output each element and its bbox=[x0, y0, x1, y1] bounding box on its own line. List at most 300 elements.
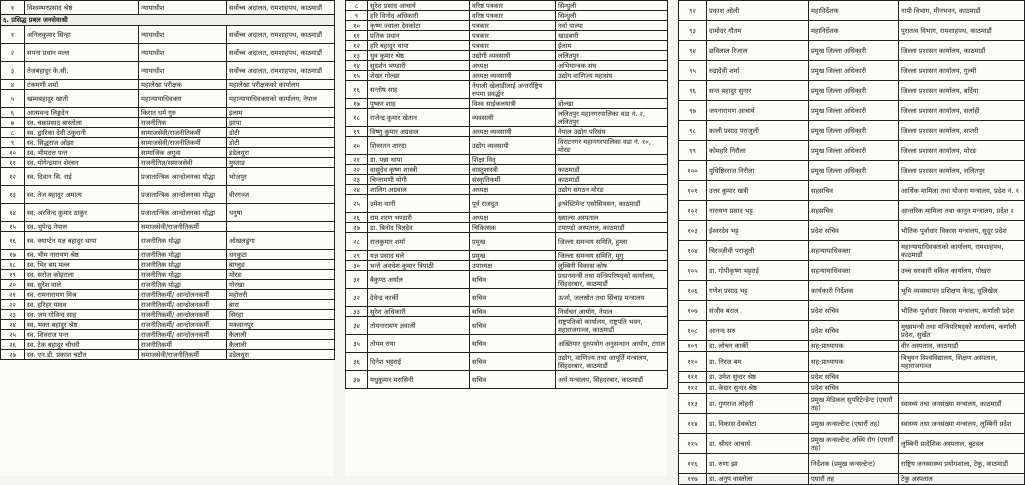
person-post: उद्योग व्यवसायी bbox=[470, 137, 556, 155]
person-address: उच्च सरकारी वकिल कार्यालय, पोखरा bbox=[899, 261, 1025, 281]
person-post: महानिर्देशक bbox=[809, 1, 899, 21]
person-post: सहसचिव bbox=[809, 201, 899, 221]
person-name: यज्ञ प्रसाद घले bbox=[368, 251, 470, 261]
person-name: डा. लोचन कार्की bbox=[707, 341, 809, 352]
serial-number: १५ bbox=[1, 222, 25, 232]
list-column-1 bbox=[0, 0, 334, 476]
person-address: महान्यायाधिवक्ताको कार्यालय, नेपाल bbox=[227, 90, 335, 108]
person-address: सर्वोच्च अदालत, रामशाहपथ, काठमाडौं bbox=[227, 44, 335, 62]
serial-number: १८ bbox=[346, 109, 368, 127]
person-name: उमेश थानी bbox=[368, 195, 470, 213]
person-address: महोत्तरी bbox=[227, 290, 335, 300]
person-name: वासुदेव कृष्ण शास्त्री bbox=[368, 165, 470, 175]
person-address: ललितपुर महानगरपालिका वडा नं. २, ललितपुर bbox=[556, 109, 668, 127]
person-post: नेपाली खेलाडीलाई अन्तर्राष्ट्रिय रुपमा प्रवर्द्धन bbox=[470, 81, 556, 99]
serial-number: ५ bbox=[1, 90, 25, 108]
person-name: स्व. रामनारायण मिश्र bbox=[25, 290, 139, 300]
table-row bbox=[346, 261, 668, 271]
serial-number: ११० bbox=[679, 352, 707, 372]
table-row bbox=[679, 81, 1025, 101]
person-address: इलाम bbox=[227, 108, 335, 118]
person-post: सह-प्राध्यापक bbox=[809, 341, 899, 352]
table-row bbox=[346, 251, 668, 261]
person-address: जिल्ला प्रशासन कार्यालय, मोरङ bbox=[899, 141, 1025, 161]
person-address: धनकुटा bbox=[227, 250, 335, 260]
person-name: डा. बिनोद त्रिज्ञदेव bbox=[368, 223, 470, 233]
person-address: कैलाली bbox=[227, 340, 335, 350]
person-address: राष्ट्रिय जनस्वास्थ्य प्रयोगशाला, टेकु, काठमाडौं bbox=[899, 454, 1025, 474]
serial-number: २६ bbox=[1, 340, 25, 350]
serial-number: २८ bbox=[346, 233, 368, 251]
person-address bbox=[227, 222, 335, 232]
person-address: टेकु अस्पताल bbox=[899, 474, 1025, 485]
serial-number: १३ bbox=[1, 186, 25, 204]
person-address: नापी विभाग, मीनभवन, काठमाडौं bbox=[899, 1, 1025, 21]
person-address: नर्वा पाल्पा bbox=[556, 21, 668, 31]
serial-number: ७ bbox=[1, 118, 25, 128]
table-row bbox=[1, 320, 335, 330]
serial-number: १६ bbox=[346, 81, 368, 99]
person-post: प्रदेश सचिव bbox=[809, 301, 899, 321]
person-post: वरिष्ठ पत्रकार bbox=[470, 11, 556, 21]
serial-number: ९८ bbox=[679, 121, 707, 141]
person-name: छविलाल रिजाल bbox=[707, 41, 809, 61]
person-post: प्रजातान्त्रिक आन्दोलनका योद्धा bbox=[139, 168, 227, 186]
person-address: महान्यायाधिवक्ताको कार्यालय, रामशाहपथ, काठमाडौं bbox=[899, 241, 1025, 261]
table-row bbox=[346, 81, 668, 99]
person-name: स्व. चक्रप्रसाद बास्तोला bbox=[25, 118, 139, 128]
person-name: शिवरतन शारदा bbox=[368, 137, 470, 155]
person-name: उत्तर कुमार खत्री bbox=[707, 181, 809, 201]
honorees-table-2 bbox=[345, 0, 668, 389]
person-post: समाजसेवी/राजनीतिकर्मी bbox=[139, 222, 227, 232]
table-row bbox=[679, 301, 1025, 321]
serial-number: ११३ bbox=[679, 394, 707, 414]
serial-number: १६ bbox=[1, 232, 25, 250]
person-address bbox=[556, 155, 668, 165]
table-row bbox=[679, 181, 1025, 201]
serial-number: ९६ bbox=[679, 81, 707, 101]
table-row bbox=[1, 44, 335, 62]
person-post: कार्यकारी निर्देशक bbox=[809, 281, 899, 301]
person-name: दिनेश भट्टराई bbox=[368, 353, 470, 371]
table-row bbox=[679, 21, 1025, 41]
table-row bbox=[346, 11, 668, 21]
person-name: स्व. अरविन्द कुमार ठाकुर bbox=[25, 204, 139, 222]
serial-number: ११६ bbox=[679, 454, 707, 474]
person-name: देवेन्द्र कार्की bbox=[368, 289, 470, 307]
serial-number: ११२ bbox=[679, 383, 707, 394]
person-address bbox=[899, 383, 1025, 394]
person-post: सचिव bbox=[470, 353, 556, 371]
person-post: उद्योगी व्यवसायी bbox=[470, 51, 556, 61]
person-address: गोरखा bbox=[227, 280, 335, 290]
person-post: पूर्व राजदुत bbox=[470, 195, 556, 213]
person-name: सुरेश अधिकारी bbox=[368, 307, 470, 317]
serial-number: ९७ bbox=[679, 101, 707, 121]
person-name: स्व. भिर बम मल्ल bbox=[25, 260, 139, 270]
serial-number: १९ bbox=[346, 127, 368, 137]
serial-number: १०५ bbox=[679, 261, 707, 281]
table-row bbox=[346, 137, 668, 155]
person-address bbox=[899, 372, 1025, 383]
person-post: न्यायाधीश bbox=[139, 1, 227, 15]
person-name: तेजबहादुर के.सी. bbox=[25, 62, 139, 80]
person-post: प्रमुख मेडिकल सुपरिटेन्डेन्ट (एघारौं तह) bbox=[809, 394, 899, 414]
person-post: राजनीतिकर्मी bbox=[139, 340, 227, 350]
person-post: राजनीतिकर्मी/ आन्दोलनकर्मी bbox=[139, 310, 227, 320]
person-address: जिल्ला प्रशासन कार्यालय, ललितपुर bbox=[899, 161, 1025, 181]
table-row bbox=[679, 101, 1025, 121]
serial-number: ३० bbox=[346, 261, 368, 271]
person-post: प्रदेश सचिव bbox=[809, 221, 899, 241]
person-address: लुम्बिनी प्रादेशिक अस्पताल, बुटवल bbox=[899, 434, 1025, 454]
table-row bbox=[1, 118, 335, 128]
serial-number: १२ bbox=[1, 168, 25, 186]
person-address: ओखलढुंगा bbox=[227, 232, 335, 250]
table-row bbox=[346, 21, 668, 31]
person-address: जिल्ला प्रशासन कार्यालय, काठमाडौं bbox=[899, 41, 1025, 61]
table-row bbox=[1, 1, 335, 15]
person-name: धुव कुमार श्रेष्ठ bbox=[368, 51, 470, 61]
person-address: अख्तियार दुरुपयोग अनुसन्धान आयोग, टंगाल bbox=[556, 335, 668, 353]
table-row bbox=[1, 80, 335, 90]
table-row bbox=[679, 383, 1025, 394]
person-name: गणेश प्रसाद भट्ट bbox=[707, 281, 809, 301]
serial-number: १८ bbox=[1, 260, 25, 270]
person-address: सिन्धुली bbox=[556, 11, 668, 21]
serial-number: १ bbox=[1, 1, 25, 15]
person-address: स्वास्थ्य तथा जनसंख्या मन्त्रालय, लुम्बिनी प्रदेश bbox=[899, 414, 1025, 434]
table-row bbox=[1, 340, 335, 350]
person-name: आत्मवन्द लिङ्गदेन bbox=[25, 108, 139, 118]
person-address: मोरङ bbox=[227, 270, 335, 280]
person-post: अध्यक्ष व्यवसायी bbox=[470, 71, 556, 81]
serial-number: २० bbox=[346, 137, 368, 155]
table-row bbox=[346, 127, 668, 137]
honorees-table-3 bbox=[678, 0, 1025, 485]
person-name: डा. केदार सुन्दर श्रेष्ठ bbox=[707, 383, 809, 394]
serial-number: ६ bbox=[1, 108, 25, 118]
table-row bbox=[346, 223, 668, 233]
person-post: प्रजातान्त्रिक आन्दोलनका योद्धा bbox=[139, 186, 227, 204]
serial-number: ११ bbox=[1, 158, 25, 168]
person-post: प्रमुख कन्सल्टेन्ट (एघारौं तह) bbox=[809, 414, 899, 434]
person-post: एघारौं तह bbox=[809, 474, 899, 485]
person-address: वीर अस्पताल, काठमाडौं bbox=[899, 341, 1025, 352]
person-post: प्रमुख जिल्ला अधिकारी bbox=[809, 161, 899, 181]
table-row bbox=[346, 31, 668, 41]
person-post: समाजसेवी/राजनीतिकर्मी bbox=[139, 350, 227, 360]
table-row bbox=[1, 90, 335, 108]
person-name: खम्मबहादुर खाती bbox=[25, 90, 139, 108]
serial-number: १०३ bbox=[679, 221, 707, 241]
table-body bbox=[1, 26, 335, 360]
table-row bbox=[1, 310, 335, 320]
person-address: सर्वोच्च अदालत, रामशाहपथ, काठमाडौं bbox=[227, 1, 335, 15]
table-row bbox=[1, 350, 335, 360]
person-post: सह-प्राध्यापक bbox=[809, 352, 899, 372]
person-name: स्व. भीमदत्त पन्त bbox=[25, 148, 139, 158]
table-row bbox=[679, 261, 1025, 281]
table-row bbox=[679, 372, 1025, 383]
serial-number: ११ bbox=[346, 31, 368, 41]
section-header-row bbox=[1, 15, 335, 26]
person-name: प्रतिक प्रधान bbox=[368, 31, 470, 41]
person-post: प्रमुख जिल्ला अधिकारी bbox=[809, 81, 899, 101]
serial-number: ९३ bbox=[679, 21, 707, 41]
person-post: न्यायाधीश bbox=[139, 26, 227, 44]
table-row bbox=[679, 352, 1025, 372]
serial-number: ४ bbox=[1, 80, 25, 90]
person-name: डा. अनुप वास्तोला bbox=[707, 474, 809, 485]
table-row bbox=[1, 270, 335, 280]
person-post: अध्यक्ष व्यवसायी bbox=[470, 127, 556, 137]
table-row bbox=[346, 41, 668, 51]
table-row bbox=[1, 62, 335, 80]
person-name: ईश्वरदेव भट्ट bbox=[707, 221, 809, 241]
person-name: जयनारायण आचार्य bbox=[707, 101, 809, 121]
person-post: प्रमुख bbox=[470, 233, 556, 251]
table-row bbox=[1, 128, 335, 138]
person-address: महालेखा परीक्षकको कार्यालय bbox=[227, 80, 335, 90]
serial-number: २४ bbox=[346, 185, 368, 195]
person-address: मुस्ताङ bbox=[227, 158, 335, 168]
person-name: राम शरण भण्डारी bbox=[368, 213, 470, 223]
person-post: महालेखा परीक्षक bbox=[139, 80, 227, 90]
serial-number: २९ bbox=[346, 251, 368, 261]
person-address: उद्योग वाणिज्य महासंघ bbox=[556, 71, 668, 81]
person-address: सिन्धुली bbox=[556, 1, 668, 11]
person-post: सचिव bbox=[470, 371, 556, 389]
table-row bbox=[1, 330, 335, 340]
person-name: डा. उमेश सुन्दर श्रेष्ठ bbox=[707, 372, 809, 383]
person-address: ललितपुर bbox=[556, 51, 668, 61]
table-row bbox=[679, 61, 1025, 81]
serial-number: ३१ bbox=[346, 271, 368, 289]
person-name: दामोदर गौतम bbox=[707, 21, 809, 41]
person-name: सन्तोष साह bbox=[368, 81, 470, 99]
serial-number: ८ bbox=[1, 128, 25, 138]
person-name: स्व. सरोज कोइराला bbox=[25, 270, 139, 280]
serial-number: ३५ bbox=[346, 335, 368, 353]
person-address: भोजपुर bbox=[227, 168, 335, 186]
person-address: लुम्बिनी विकास कोष bbox=[556, 261, 668, 271]
table-row bbox=[1, 300, 335, 310]
serial-number: ९ bbox=[346, 11, 368, 21]
table-row bbox=[1, 138, 335, 148]
table-row bbox=[679, 341, 1025, 352]
person-name: संजीव बराल bbox=[707, 301, 809, 321]
person-post: उपाध्यक्ष bbox=[470, 261, 556, 271]
table-row bbox=[679, 321, 1025, 341]
person-address: खाडबारी bbox=[556, 31, 668, 41]
serial-number: १० bbox=[1, 148, 25, 158]
person-address: काठमाडौं bbox=[556, 165, 668, 175]
person-post: संस्कृतिकर्मी bbox=[470, 175, 556, 185]
person-post: सचिव bbox=[470, 271, 556, 289]
person-post: अध्यक्ष bbox=[470, 213, 556, 223]
table-row bbox=[1, 26, 335, 44]
table-row bbox=[346, 335, 668, 353]
person-address: सर्वोच्च अदालत, रामशाहपथ, काठमाडौं bbox=[227, 62, 335, 80]
person-name: स्व. जय गोविन्द साह bbox=[25, 310, 139, 320]
person-post: राजनीतिक bbox=[139, 118, 227, 128]
person-name: रुद्रादेवी शर्मा bbox=[707, 61, 809, 81]
person-name: स्व. भुपेन्द्र नेपाल bbox=[25, 222, 139, 232]
table-row bbox=[1, 148, 335, 158]
table-row bbox=[346, 61, 668, 71]
person-post: प्रमुख जिल्ला अधिकारी bbox=[809, 101, 899, 121]
table-row bbox=[679, 434, 1025, 454]
serial-number: ९९ bbox=[679, 141, 707, 161]
person-address bbox=[556, 81, 668, 99]
person-address: भौतिक पूर्वाधार विकास मन्त्रालय, सुदूर प्रदेश bbox=[899, 221, 1025, 241]
serial-number: १०१ bbox=[679, 181, 707, 201]
person-post: न्यायाधीश bbox=[139, 44, 227, 62]
person-name: सपना प्रधान मल्ल bbox=[25, 44, 139, 62]
table-row bbox=[1, 280, 335, 290]
person-address: सर्वोच्च अदालत, रामशाहपथ, काठमाडौं bbox=[227, 26, 335, 44]
person-post: प्रमुख कन्सल्टेन्ट अस्थि रोग (एघारौं तह) bbox=[809, 434, 899, 454]
table-row bbox=[679, 281, 1025, 301]
table-row bbox=[679, 161, 1025, 181]
person-address: नेपाल उद्योग परिसंघ bbox=[556, 127, 668, 137]
person-name: चिरञ्जीवी पराजुली bbox=[707, 241, 809, 261]
person-name: डा. श्रीधर आचार्य bbox=[707, 434, 809, 454]
person-name: डा. निरज बम bbox=[707, 352, 809, 372]
person-name: मधुकुमार मरासिनी bbox=[368, 371, 470, 389]
person-post: किरात धर्म गुरु bbox=[139, 108, 227, 118]
person-name: स्व. भक्त बहादुर श्रेष्ठ bbox=[25, 320, 139, 330]
table-row bbox=[1, 250, 335, 260]
serial-number: १०२ bbox=[679, 201, 707, 221]
serial-number: ३७ bbox=[346, 371, 368, 389]
person-name: स्व. शिवराज पन्त bbox=[25, 330, 139, 340]
person-post: राजनीतिक योद्धा bbox=[139, 270, 227, 280]
serial-number: ३६ bbox=[346, 353, 368, 371]
table-row bbox=[1, 186, 335, 204]
person-name: डा. पन्ना थापा bbox=[368, 155, 470, 165]
person-post: प्रमुख जिल्ला अधिकारी bbox=[809, 121, 899, 141]
person-address: डोल्खा bbox=[556, 99, 668, 109]
person-post: पत्रकार bbox=[470, 41, 556, 51]
person-name: आनन्द सरु bbox=[707, 321, 809, 341]
person-post: प्रदेश सचिव bbox=[809, 383, 899, 394]
person-address: भौतिक पूर्वाधार विकास मन्त्रालय, कर्णाली प्रदेश bbox=[899, 301, 1025, 321]
serial-number: ११७ bbox=[679, 474, 707, 485]
honorees-table-1 bbox=[0, 0, 335, 360]
person-address: कैलाली bbox=[227, 330, 335, 340]
serial-number: १४ bbox=[346, 61, 368, 71]
table-row bbox=[1, 260, 335, 270]
person-post: वरिष्ठ पत्रकार bbox=[470, 1, 556, 11]
table-row bbox=[1, 108, 335, 118]
person-name: कोमहरि निरौला bbox=[707, 141, 809, 161]
person-post: प्रदेश सचिव bbox=[809, 321, 899, 341]
person-address: डोटी bbox=[227, 138, 335, 148]
serial-number: २१ bbox=[346, 155, 368, 165]
person-name: स्व. दिवान सि. राई bbox=[25, 168, 139, 186]
person-post: सामाजसेवी/राजनीतिकर्मी bbox=[139, 128, 227, 138]
table-row bbox=[679, 41, 1025, 61]
table-row bbox=[679, 1, 1025, 21]
person-address: प्रधानमन्त्री तथा मन्त्रिपरिषद्को कार्यालय, सिंहदरबार, काठमाडौं bbox=[556, 271, 668, 289]
person-post: प्रमुख जिल्ला अधिकारी bbox=[809, 41, 899, 61]
table-row bbox=[1, 158, 335, 168]
table-row bbox=[679, 141, 1025, 161]
person-name: तोयम राया bbox=[368, 335, 470, 353]
person-name: स्व. क्याप्टेन यज्ञ बहादुर थापा bbox=[25, 232, 139, 250]
serial-number: १०९ bbox=[679, 341, 707, 352]
serial-number: ३४ bbox=[346, 317, 368, 335]
table-row bbox=[346, 213, 668, 223]
person-name: डा. गुणराज लोहनी bbox=[707, 394, 809, 414]
person-name: स्व. द्वारिका देवी ठकुरानी bbox=[25, 128, 139, 138]
person-address: त्रिभुवन विश्वविद्यालय, शिक्षण अस्पताल, महाराजगञ्ज bbox=[899, 352, 1025, 372]
serial-number: ३२ bbox=[346, 289, 368, 307]
person-post: सहसचिव bbox=[809, 181, 899, 201]
table-row bbox=[346, 109, 668, 127]
person-name: हरि बहादुर थापा bbox=[368, 41, 470, 51]
person-address: उद्योग संगठन मोरङ bbox=[556, 185, 668, 195]
serial-number: २३ bbox=[346, 175, 368, 185]
person-post: प्रदेश सचिव bbox=[809, 372, 899, 383]
person-post: प्रमुख जिल्ला अधिकारी bbox=[809, 141, 899, 161]
serial-number: २७ bbox=[346, 223, 368, 233]
person-name: हरि विनोद अधिकारी bbox=[368, 11, 470, 21]
serial-number: १९ bbox=[1, 270, 25, 280]
person-address: आन्तरिक मामिला तथा कानुन मन्त्रालय, प्रदेश २ bbox=[899, 201, 1025, 221]
serial-number: ३ bbox=[1, 62, 25, 80]
serial-number: १०४ bbox=[679, 241, 707, 261]
person-name: सुरेश प्रसाद आचार्य bbox=[368, 1, 470, 11]
serial-number: १७ bbox=[1, 250, 25, 260]
table-row bbox=[1, 232, 335, 250]
person-post: व्यवसायी bbox=[470, 109, 556, 127]
table-row bbox=[346, 71, 668, 81]
table-row bbox=[679, 394, 1025, 414]
person-post: विश्व साईकलयात्री bbox=[470, 99, 556, 109]
person-name: स्व. एन.डी. प्रकाश चटौत bbox=[25, 350, 139, 360]
person-address: डडेलधुरा bbox=[227, 350, 335, 360]
table-row bbox=[346, 175, 668, 185]
person-address: झापा bbox=[227, 118, 335, 128]
person-name: विश्वम्भरप्रसाद श्रेष्ठ bbox=[25, 1, 139, 15]
serial-number: १३ bbox=[346, 51, 368, 61]
person-name: शालिग अग्रवाल bbox=[368, 185, 470, 195]
serial-number: २७ bbox=[1, 350, 25, 360]
serial-number: २१ bbox=[1, 290, 25, 300]
serial-number: ११५ bbox=[679, 434, 707, 454]
table-row bbox=[346, 51, 668, 61]
person-address: जिल्ला प्रशासन कार्यालय, बर्दिया bbox=[899, 81, 1025, 101]
table-row bbox=[346, 165, 668, 175]
person-address: उद्योग, वाणिज्य तथा आपूर्ति मन्त्रालय, सिंहदरबार, काठमाडौं bbox=[556, 353, 668, 371]
person-address: काठमाडौं bbox=[556, 175, 668, 185]
serial-number: ९४ bbox=[679, 41, 707, 61]
person-address: जिल्ला प्रशासन कार्यालय, गुल्मी bbox=[899, 61, 1025, 81]
serial-number: ९ bbox=[1, 138, 25, 148]
person-post: महानिर्देशक bbox=[809, 21, 899, 41]
serial-number: १० bbox=[346, 21, 368, 31]
person-post: सचिव bbox=[470, 317, 556, 335]
person-post: अध्यक्ष bbox=[470, 61, 556, 71]
person-address: बाग्लुङ bbox=[227, 260, 335, 270]
serial-number: १२ bbox=[346, 41, 368, 51]
person-post: राजनीतिक योद्धा bbox=[139, 232, 227, 250]
table-row bbox=[1, 168, 335, 186]
